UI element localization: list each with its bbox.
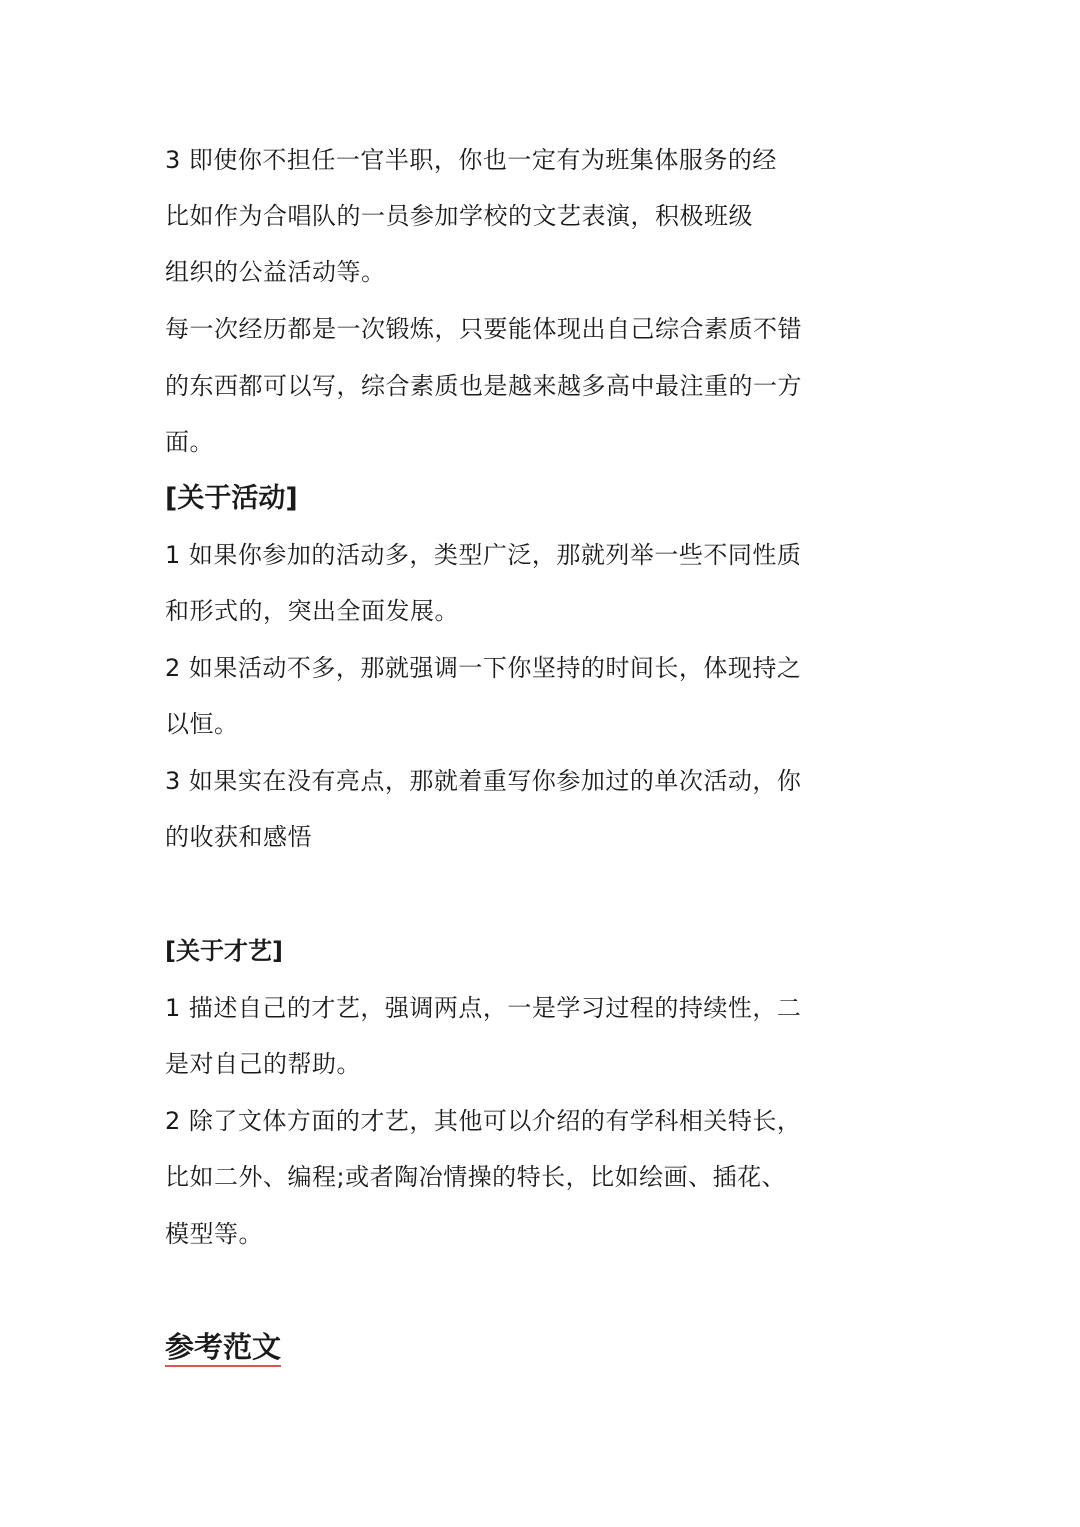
- activities-heading: [关于活动]: [165, 483, 298, 514]
- talents-heading: [关于才艺]: [165, 937, 283, 965]
- intro-line-3: 组织的公益活动等。: [165, 258, 386, 286]
- talents-line-1: 1 描述自己的才艺，强调两点，一是学习过程的持续性，二: [165, 994, 802, 1022]
- talents-line-2: 是对自己的帮助。: [165, 1050, 361, 1078]
- intro-line-6: 面。: [165, 428, 214, 456]
- activities-line-6: 的收获和感悟: [165, 823, 312, 851]
- talents-line-3: 2 除了文体方面的才艺，其他可以介绍的有学科相关特长，: [165, 1107, 802, 1135]
- talents-line-5: 模型等。: [165, 1220, 263, 1248]
- intro-line-5: 的东西都可以写，综合素质也是越来越多高中最注重的一方: [165, 372, 802, 400]
- activities-line-4: 以恒。: [165, 710, 239, 738]
- reference-heading: 参考范文: [165, 1329, 281, 1367]
- activities-line-3: 2 如果活动不多，那就强调一下你坚持的时间长，体现持之: [165, 654, 802, 682]
- activities-line-5: 3 如果实在没有亮点，那就着重写你参加过的单次活动，你: [165, 767, 802, 795]
- intro-line-2: 比如作为合唱队的一员参加学校的文艺表演，积极班级: [165, 202, 753, 230]
- activities-line-2: 和形式的，突出全面发展。: [165, 597, 459, 625]
- intro-line-1: 3 即使你不担任一官半职，你也一定有为班集体服务的经: [165, 146, 777, 174]
- intro-line-4: 每一次经历都是一次锻炼，只要能体现出自己综合素质不错: [165, 315, 802, 343]
- activities-line-1: 1 如果你参加的活动多，类型广泛，那就列举一些不同性质: [165, 541, 802, 569]
- talents-line-4: 比如二外、编程;或者陶冶情操的特长，比如绘画、插花、: [165, 1163, 787, 1191]
